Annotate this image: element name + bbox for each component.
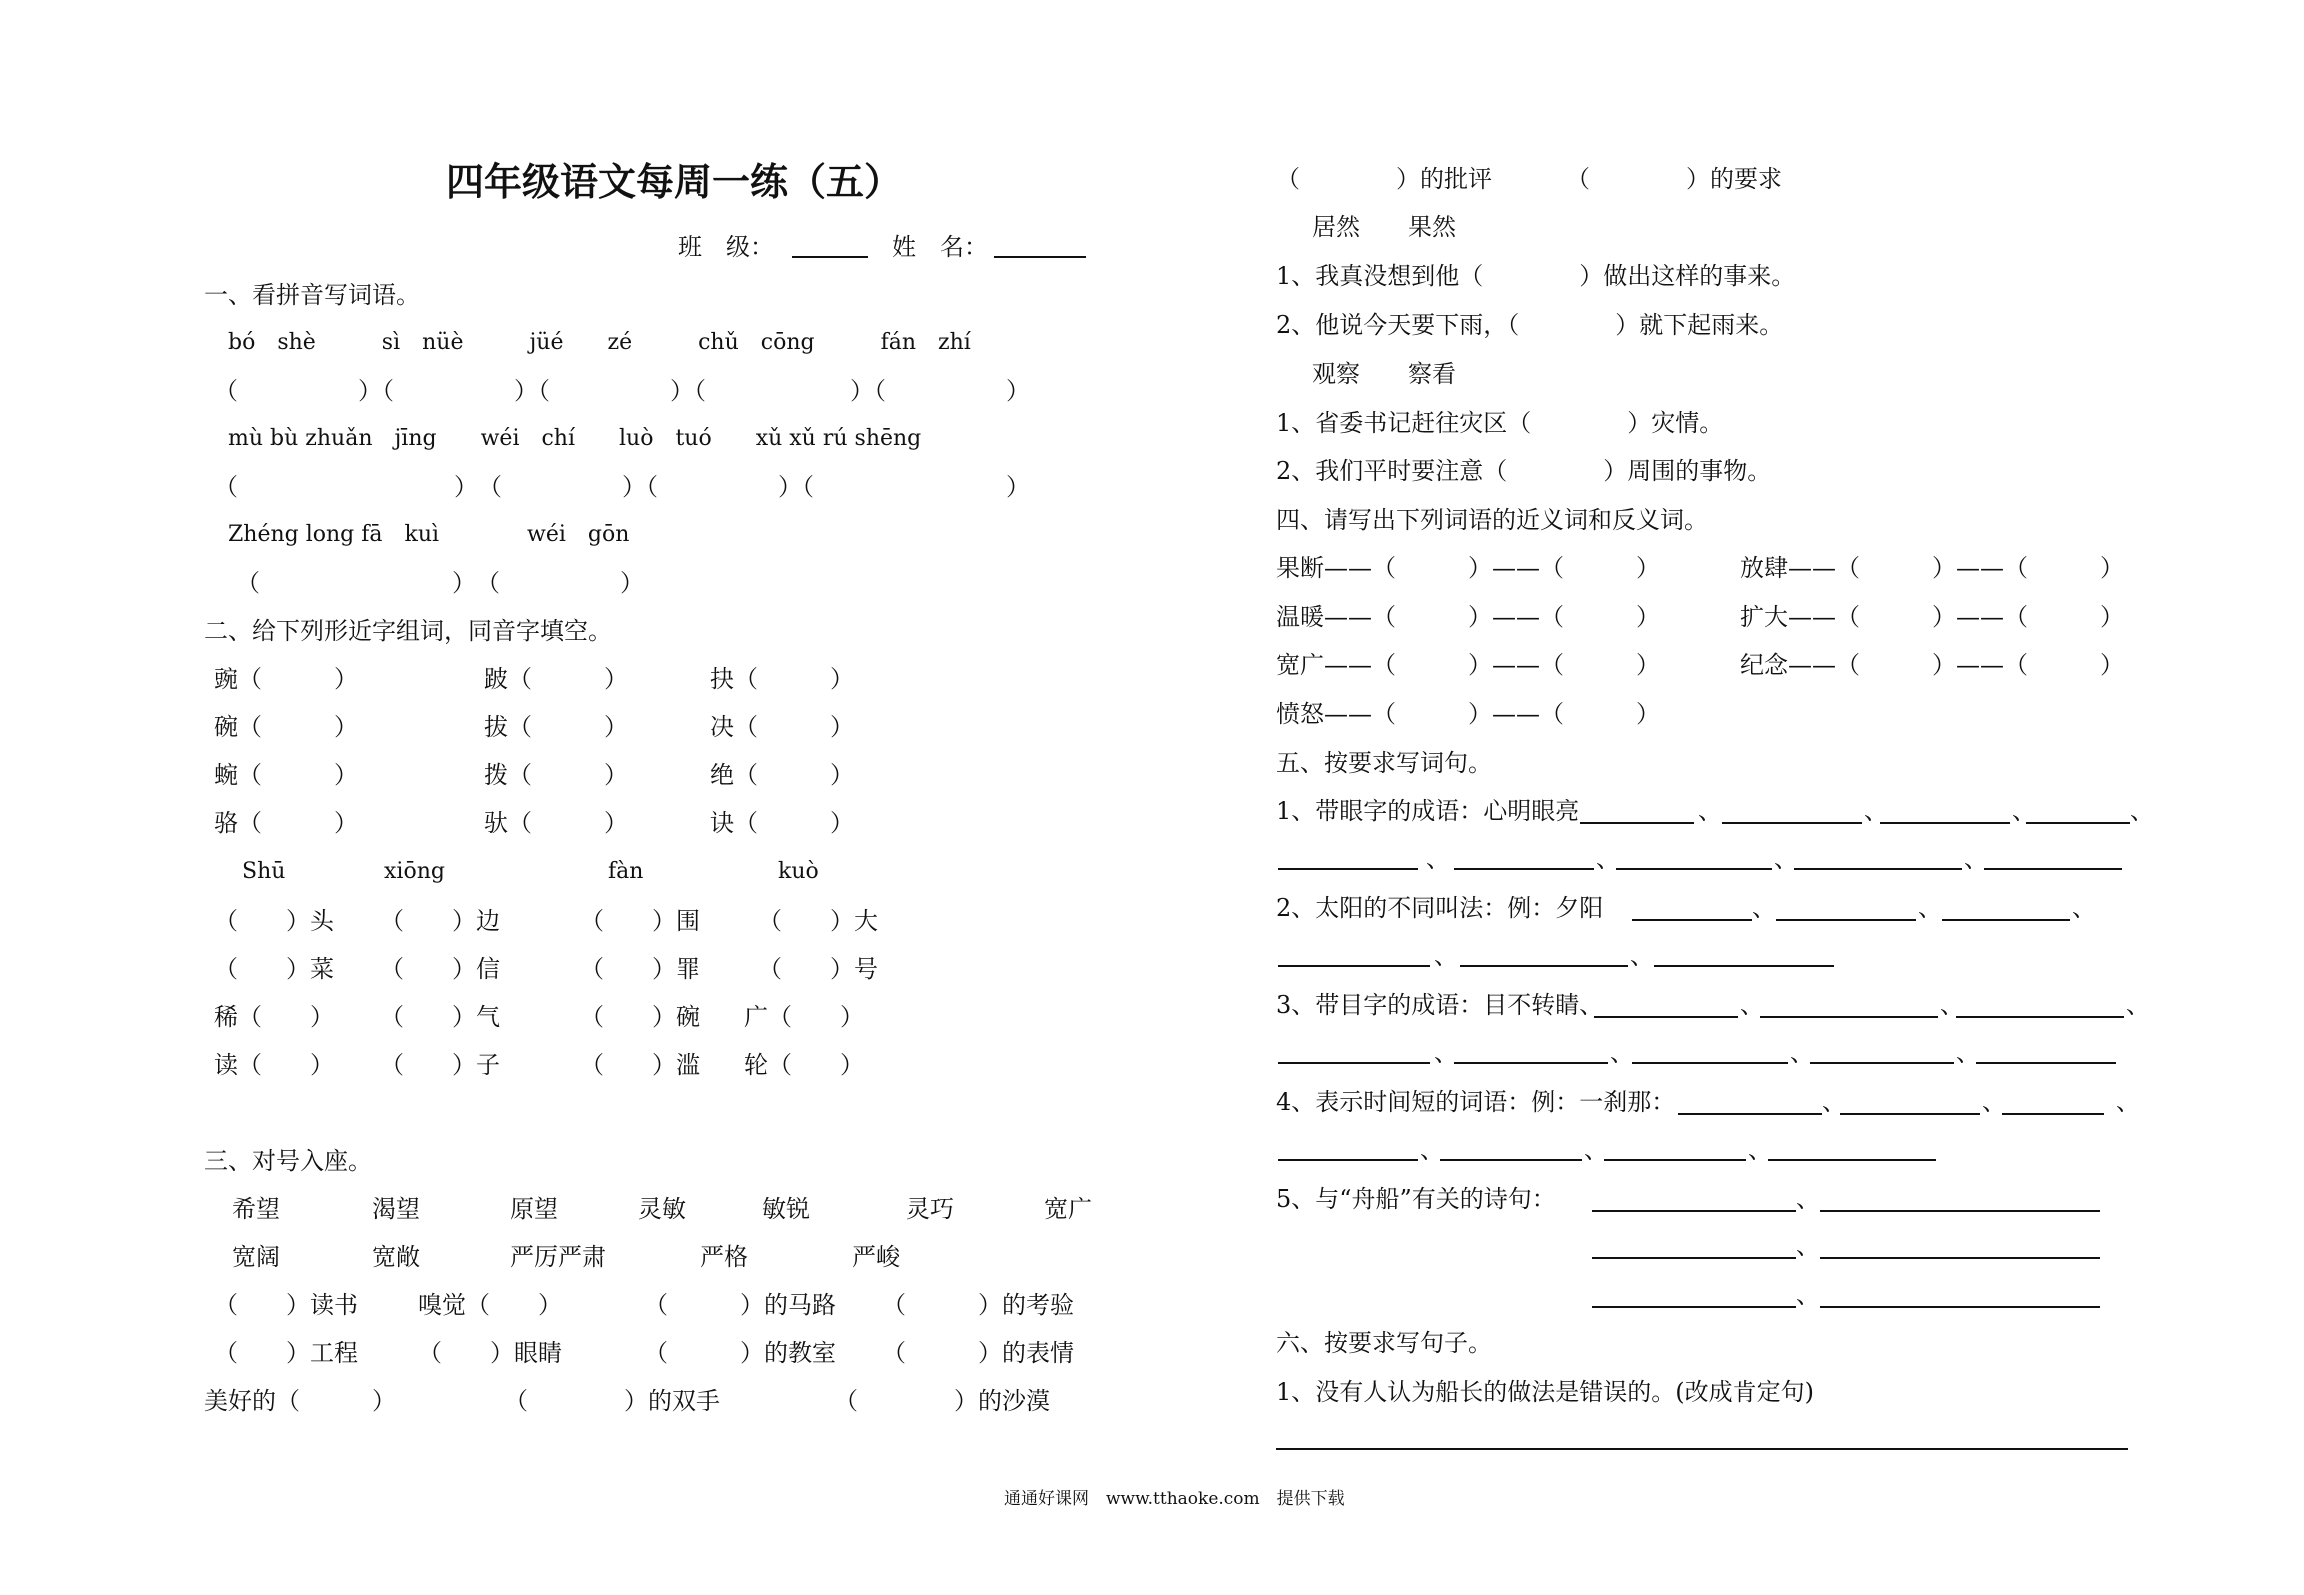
separator: 、 bbox=[1630, 942, 1654, 970]
fill-item[interactable]: （ ）工程 bbox=[214, 1339, 358, 1367]
name-blank[interactable] bbox=[994, 256, 1086, 258]
sentence-item[interactable]: 1、省委书记赶往灾区（ ）灾情。 bbox=[1276, 409, 1724, 437]
answer-parens[interactable]: （ ） （ ）（ ）（ ） bbox=[214, 473, 1030, 501]
separator: 、 bbox=[2126, 991, 2150, 1019]
fill-item[interactable]: 轮（ ） bbox=[744, 1051, 864, 1079]
separator: 、 bbox=[1796, 1281, 1820, 1309]
separator: 、 bbox=[2116, 1088, 2140, 1116]
answer-blank[interactable] bbox=[1440, 1159, 1582, 1161]
word-option: 严格 bbox=[700, 1243, 748, 1271]
char-item[interactable]: 绝（ ） bbox=[710, 761, 854, 789]
answer-blank[interactable] bbox=[1278, 868, 1418, 870]
pinyin-label: kuò bbox=[778, 859, 819, 884]
fill-item[interactable]: 广（ ） bbox=[744, 1003, 864, 1031]
synonym-item[interactable]: 纪念——（ ）——（ ） bbox=[1740, 651, 2124, 679]
answer-blank[interactable] bbox=[1810, 1062, 1954, 1064]
sentence-item[interactable]: 2、他说今天要下雨，（ ）就下起雨来。 bbox=[1276, 311, 1784, 339]
answer-line[interactable] bbox=[1276, 1448, 2128, 1450]
fill-item[interactable]: （ ）围 bbox=[580, 907, 700, 935]
separator: 、 bbox=[1982, 1088, 2006, 1116]
char-item[interactable]: 跛（ ） bbox=[484, 665, 628, 693]
word-option: 灵巧 bbox=[906, 1195, 954, 1223]
fill-item[interactable]: 稀（ ） bbox=[214, 1003, 334, 1031]
section-3-heading: 三、对号入座。 bbox=[204, 1147, 372, 1175]
section-5-heading: 五、按要求写词句。 bbox=[1276, 749, 1492, 777]
fill-item[interactable]: （ ）子 bbox=[380, 1051, 500, 1079]
char-item[interactable]: 拨（ ） bbox=[484, 761, 628, 789]
char-item[interactable]: 蜿（ ） bbox=[214, 761, 358, 789]
word-pair: 居然 果然 bbox=[1312, 213, 1456, 241]
pinyin-label: fàn bbox=[608, 859, 644, 884]
answer-blank[interactable] bbox=[1678, 1113, 1822, 1115]
answer-blank[interactable] bbox=[1760, 1016, 1938, 1018]
answer-blank[interactable] bbox=[1768, 1159, 1936, 1161]
answer-blank[interactable] bbox=[1820, 1257, 2100, 1259]
separator: 、 bbox=[1864, 797, 1888, 825]
answer-blank[interactable] bbox=[1580, 822, 1694, 824]
name-label: 姓 名： bbox=[892, 233, 988, 261]
question-label: 1、带眼字的成语：心明眼亮 bbox=[1276, 797, 1580, 825]
section-1-heading: 一、看拼音写词语。 bbox=[204, 281, 420, 309]
char-item[interactable]: 决（ ） bbox=[710, 713, 854, 741]
question-label: 4、表示时间短的词语：例：一刹那： bbox=[1276, 1088, 1676, 1116]
separator: 、 bbox=[1596, 845, 1620, 873]
separator: 、 bbox=[1584, 1136, 1608, 1164]
word-option: 宽广 bbox=[1044, 1195, 1092, 1223]
answer-blank[interactable] bbox=[1604, 1159, 1746, 1161]
fill-item[interactable]: （ ）罪 bbox=[580, 955, 700, 983]
synonym-item[interactable]: 宽广——（ ）——（ ） bbox=[1276, 651, 1660, 679]
separator: 、 bbox=[1964, 845, 1988, 873]
fill-item[interactable]: 嗅觉（ ） bbox=[418, 1291, 562, 1319]
answer-blank[interactable] bbox=[1616, 868, 1772, 870]
answer-blank[interactable] bbox=[1794, 868, 1962, 870]
separator: 、 bbox=[1426, 845, 1450, 873]
char-item[interactable]: 骆（ ） bbox=[214, 809, 358, 837]
separator: 、 bbox=[1698, 797, 1722, 825]
answer-blank[interactable] bbox=[1592, 1210, 1796, 1212]
char-item[interactable]: 诀（ ） bbox=[710, 809, 854, 837]
page-title: 四年级语文每周一练（五） bbox=[446, 160, 903, 204]
answer-blank[interactable] bbox=[1976, 1062, 2116, 1064]
answer-blank[interactable] bbox=[1460, 965, 1628, 967]
fill-item[interactable]: （ ）眼睛 bbox=[418, 1339, 562, 1367]
word-option: 渴望 bbox=[372, 1195, 420, 1223]
pinyin-row: bó shè sì nüè jüé zé chǔ cōng fán zhí bbox=[228, 330, 971, 355]
separator: 、 bbox=[1740, 991, 1764, 1019]
answer-blank[interactable] bbox=[1594, 1016, 1738, 1018]
word-option: 灵敏 bbox=[638, 1195, 686, 1223]
pinyin-label: Shū bbox=[242, 859, 286, 884]
separator: 、 bbox=[1940, 991, 1964, 1019]
word-option: 严厉严肃 bbox=[510, 1243, 606, 1271]
word-option: 严峻 bbox=[852, 1243, 900, 1271]
answer-blank[interactable] bbox=[1592, 1257, 1796, 1259]
pinyin-row: mù bù zhuǎn jīng wéi chí luò tuó xǔ xǔ rú shēng bbox=[228, 426, 922, 451]
separator: 、 bbox=[1434, 942, 1458, 970]
fill-item[interactable]: 读（ ） bbox=[214, 1051, 334, 1079]
question-label: 5、与“舟船”有关的诗句： bbox=[1276, 1185, 1556, 1213]
word-option: 宽阔 bbox=[232, 1243, 280, 1271]
char-item[interactable]: 豌（ ） bbox=[214, 665, 358, 693]
answer-blank[interactable] bbox=[1454, 868, 1594, 870]
answer-blank[interactable] bbox=[1880, 822, 2010, 824]
pinyin-label: xiōng bbox=[384, 859, 445, 884]
fill-item[interactable]: （ ）大 bbox=[758, 907, 878, 935]
fill-item[interactable]: （ ）号 bbox=[758, 955, 878, 983]
separator: 、 bbox=[1434, 1039, 1458, 1067]
word-option: 宽敞 bbox=[372, 1243, 420, 1271]
answer-blank[interactable] bbox=[1722, 822, 1862, 824]
fill-item[interactable]: （ ）边 bbox=[380, 907, 500, 935]
answer-parens[interactable]: （ ）（ ）（ ）（ ）（ ） bbox=[214, 377, 1030, 405]
answer-blank[interactable] bbox=[2002, 1113, 2104, 1115]
separator: 、 bbox=[1796, 1232, 1820, 1260]
separator: 、 bbox=[1420, 1136, 1444, 1164]
synonym-item[interactable]: 果断——（ ）——（ ） bbox=[1276, 554, 1660, 582]
answer-blank[interactable] bbox=[1942, 919, 2070, 921]
sentence-item[interactable]: 2、我们平时要注意（ ）周围的事物。 bbox=[1276, 457, 1772, 485]
class-label: 班 级： bbox=[678, 233, 774, 261]
fill-item[interactable]: （ ）的要求 bbox=[1566, 165, 1782, 193]
answer-blank[interactable] bbox=[1454, 1062, 1608, 1064]
separator: 、 bbox=[1918, 894, 1942, 922]
question-label: 1、没有人认为船长的做法是错误的。(改成肯定句) bbox=[1276, 1378, 1814, 1406]
separator: 、 bbox=[1822, 1088, 1846, 1116]
synonym-item[interactable]: 愤怒——（ ）——（ ） bbox=[1276, 700, 1660, 728]
fill-item[interactable]: 美好的（ ） bbox=[204, 1387, 396, 1415]
separator: 、 bbox=[2012, 797, 2036, 825]
fill-item[interactable]: （ ）的考验 bbox=[882, 1291, 1074, 1319]
fill-item[interactable]: （ ）的双手 bbox=[504, 1387, 720, 1415]
separator: 、 bbox=[1752, 894, 1776, 922]
answer-blank[interactable] bbox=[1984, 868, 2122, 870]
answer-blank[interactable] bbox=[1278, 965, 1430, 967]
synonym-item[interactable]: 温暖——（ ）——（ ） bbox=[1276, 603, 1660, 631]
synonym-item[interactable]: 放肆——（ ）——（ ） bbox=[1740, 554, 2124, 582]
answer-blank[interactable] bbox=[1654, 965, 1834, 967]
char-item[interactable]: 拔（ ） bbox=[484, 713, 628, 741]
fill-item[interactable]: （ ）的教室 bbox=[644, 1339, 836, 1367]
word-option: 希望 bbox=[232, 1195, 280, 1223]
separator: 、 bbox=[1956, 1039, 1980, 1067]
separator: 、 bbox=[2072, 894, 2096, 922]
char-item[interactable]: 驮（ ） bbox=[484, 809, 628, 837]
synonym-item[interactable]: 扩大——（ ）——（ ） bbox=[1740, 603, 2124, 631]
question-label: 3、带目字的成语：目不转睛、 bbox=[1276, 991, 1604, 1019]
fill-item[interactable]: （ ）菜 bbox=[214, 955, 334, 983]
fill-item[interactable]: （ ）滥 bbox=[580, 1051, 700, 1079]
answer-blank[interactable] bbox=[1278, 1062, 1430, 1064]
fill-item[interactable]: （ ）碗 bbox=[580, 1003, 700, 1031]
answer-blank[interactable] bbox=[1632, 919, 1752, 921]
word-option: 原望 bbox=[510, 1195, 558, 1223]
fill-item[interactable]: （ ）的表情 bbox=[882, 1339, 1074, 1367]
answer-blank[interactable] bbox=[1776, 919, 1916, 921]
word-option: 敏锐 bbox=[762, 1195, 810, 1223]
fill-item[interactable]: （ ）的沙漠 bbox=[834, 1387, 1050, 1415]
question-label: 2、太阳的不同叫法：例：夕阳 bbox=[1276, 894, 1604, 922]
answer-blank[interactable] bbox=[1632, 1062, 1788, 1064]
char-item[interactable]: 碗（ ） bbox=[214, 713, 358, 741]
word-pair: 观察 察看 bbox=[1312, 360, 1456, 388]
footer-text: 通通好课网 www.tthaoke.com 提供下载 bbox=[1004, 1489, 1345, 1509]
separator: 、 bbox=[1774, 845, 1798, 873]
section-6-heading: 六、按要求写句子。 bbox=[1276, 1329, 1492, 1357]
answer-blank[interactable] bbox=[1592, 1306, 1796, 1308]
answer-blank[interactable] bbox=[1840, 1113, 1980, 1115]
answer-blank[interactable] bbox=[1278, 1159, 1418, 1161]
pinyin-row: Zhéng long fā kuì wéi gōn bbox=[228, 522, 630, 547]
fill-item[interactable]: （ ）头 bbox=[214, 907, 334, 935]
sentence-item[interactable]: 1、我真没想到他（ ）做出这样的事来。 bbox=[1276, 262, 1796, 290]
fill-item[interactable]: （ ）的批评 bbox=[1276, 165, 1492, 193]
char-item[interactable]: 抉（ ） bbox=[710, 665, 854, 693]
separator: 、 bbox=[1748, 1136, 1772, 1164]
fill-item[interactable]: （ ）读书 bbox=[214, 1291, 358, 1319]
answer-blank[interactable] bbox=[1820, 1306, 2100, 1308]
class-blank[interactable] bbox=[792, 256, 868, 258]
separator: 、 bbox=[1610, 1039, 1634, 1067]
fill-item[interactable]: （ ）信 bbox=[380, 955, 500, 983]
section-2-heading: 二、给下列形近字组词，同音字填空。 bbox=[204, 617, 612, 645]
fill-item[interactable]: （ ）的马路 bbox=[644, 1291, 836, 1319]
answer-blank[interactable] bbox=[1956, 1016, 2124, 1018]
separator: 、 bbox=[1796, 1185, 1820, 1213]
separator: 、 bbox=[2130, 797, 2154, 825]
separator: 、 bbox=[1790, 1039, 1814, 1067]
section-4-heading: 四、请写出下列词语的近义词和反义词。 bbox=[1276, 506, 1708, 534]
answer-blank[interactable] bbox=[1820, 1210, 2100, 1212]
fill-item[interactable]: （ ）气 bbox=[380, 1003, 500, 1031]
answer-parens[interactable]: （ ） （ ） bbox=[236, 569, 644, 597]
answer-blank[interactable] bbox=[2026, 822, 2130, 824]
